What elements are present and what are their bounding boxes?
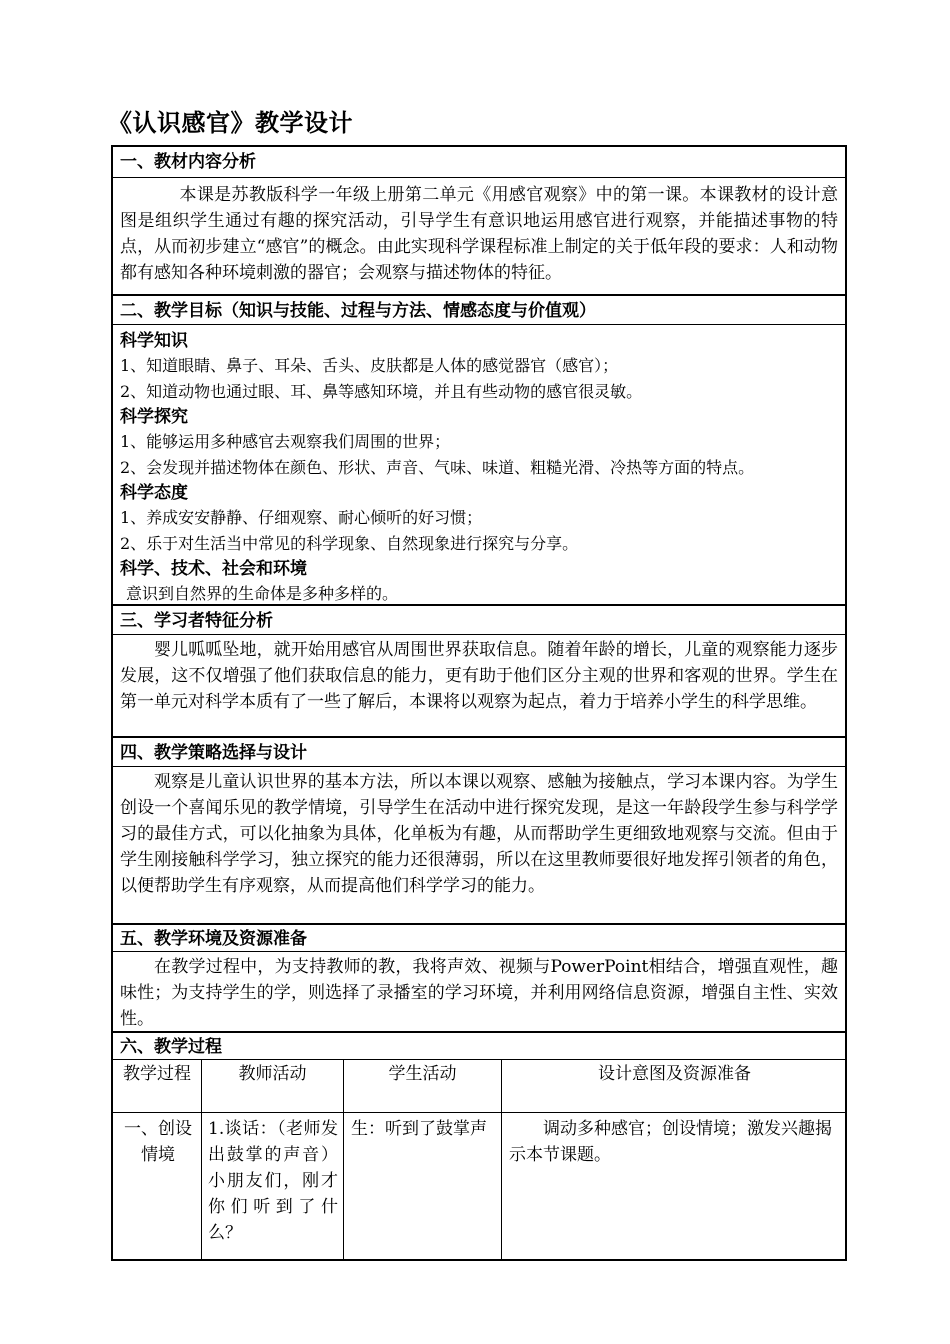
section-2-body [113,324,845,604]
row-divider [113,1112,845,1113]
document-title: 《认识感官》教学设计 [108,109,353,137]
header-student-activity: 学生活动 [388,1064,457,1084]
objective-item: 2、会发现并描述物体在颜色、形状、声音、气味、味道、粗糙光滑、冷热等方面的特点。 [120,458,755,477]
objective-item: 1、养成安安静静、仔细观察、耐心倾听的好习惯； [120,508,483,527]
section-5-heading: 五、教学环境及资源准备 [113,923,845,951]
subheading-science-attitude: 科学态度 [120,483,188,503]
section-1-heading: 一、教材内容分析 [120,152,256,172]
column-divider [343,1060,344,1259]
header-design-intent: 设计意图及资源准备 [598,1064,751,1084]
section-2-heading: 二、教学目标（知识与技能、过程与方法、情感态度与价值观） [113,294,845,324]
header-stage: 教学过程 [123,1064,191,1084]
subheading-stse: 科学、技术、社会和环境 [120,559,307,579]
subheading-science-inquiry: 科学探究 [120,407,188,427]
section-6-heading: 六、教学过程 [113,1031,845,1059]
row-student-activity: 生：听到了鼓掌声 [351,1119,487,1139]
objective-item: 2、知道动物也通过眼、耳、鼻等感知环境，并且有些动物的感官很灵敏。 [120,382,643,401]
row-stage: 一、创设情境 [124,1119,192,1165]
objective-item: 1、能够运用多种感官去观察我们周围的世界； [120,432,451,451]
objective-item: 意识到自然界的生命体是多种多样的。 [126,584,399,603]
column-divider [501,1060,502,1259]
column-divider [201,1060,202,1259]
section-3-heading: 三、学习者特征分析 [113,604,845,634]
section-4-body: 观察是儿童认识世界的基本方法，所以本课以观察、感触为接触点，学习本课内容。为学生创设一个喜闻乐见的教学情境，引导学生在活动中进行探究发现，是这一年龄段学生参与科学学习的最佳方式，可以化抽象为具体，化单板为有趣，从而帮助学生更细致地观察与交流。但由于学生刚接触科学学习，独立探究的能力还很薄弱，所以在这里教师要很好地发挥引领者的角色，以便帮助学生有序观察，从而提高他们科学学习的能力。 [113,766,845,923]
section-5-body: 在教学过程中，为支持教师的教，我将声效、视频与PowerPoint相结合，增强直观性，趣味性；为支持学生的学，则选择了录播室的学习环境，并利用网络信息资源，增强自主性、实效性。 [113,951,845,1031]
objective-item: 1、知道眼睛、鼻子、耳朵、舌头、皮肤都是人体的感觉器官（感官）； [120,356,619,375]
section-1-body: 本课是苏教版科学一年级上册第二单元《用感官观察》中的第一课。本课教材的设计意图是组织学生通过有趣的探究活动，引导学生有意识地运用感官进行观察，并能描述事物的特点，从而初步建立“感官”的概念。由此实现科学课程标准上制定的关于低年段的要求：人和动物都有感知各种环境刺激的器官；会观察与描述物体的特征。 [113,177,845,294]
subheading-science-knowledge: 科学知识 [120,331,188,351]
objective-item: 2、乐于对生活当中常见的科学现象、自然现象进行探究与分享。 [120,534,579,553]
lesson-plan-table [111,145,847,1261]
row-design-intent: 调动多种感官；创设情境；激发兴趣揭示本节课题。 [509,1119,832,1165]
process-table [113,1059,845,1259]
section-3-body: 婴儿呱呱坠地，就开始用感官从周围世界获取信息。随着年龄的增长，儿童的观察能力逐步发展，这不仅增强了他们获取信息的能力，更有助于他们区分主观的世界和客观的世界。学生在第一单元对科学本质有了一些了解后，本课将以观察为起点，着力于培养小学生的科学思维。 [113,634,845,736]
row-teacher-activity: 1.谈话：（老师发出鼓掌的声音）小朋友们，刚才你们听到了什么？ [208,1119,338,1243]
header-teacher-activity: 教师活动 [238,1064,307,1084]
section-4-heading: 四、教学策略选择与设计 [113,736,845,766]
